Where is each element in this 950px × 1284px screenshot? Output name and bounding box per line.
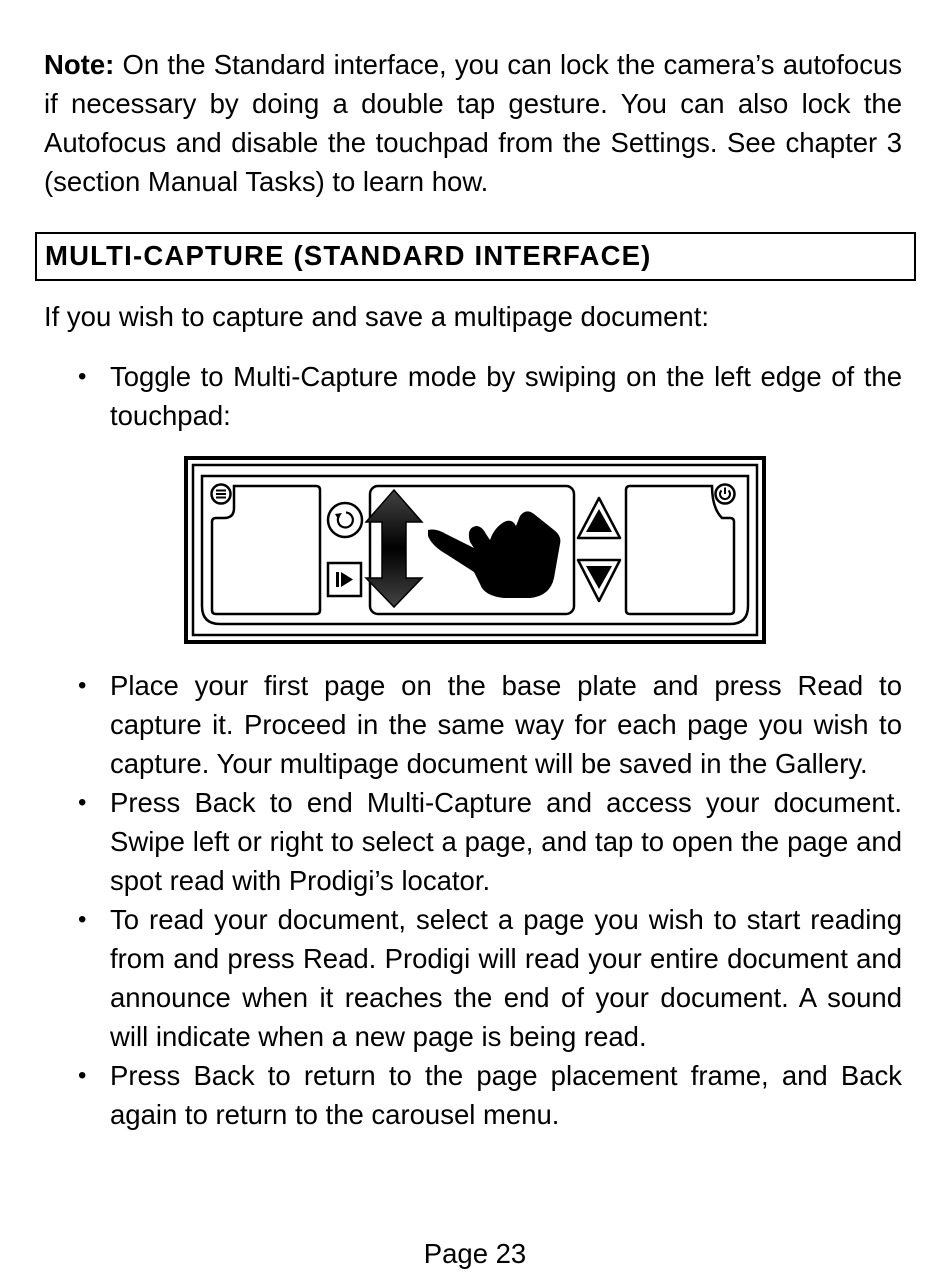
note-text: On the Standard interface, you can lock the camera’s autofocus if necessary by doing a double tap gesture. You can also lock the Autofocus and disable the touchpad from the Settings. See chapter 3 (section Manual Tasks) to learn how. <box>44 49 902 197</box>
bullet-list-bottom <box>0 666 950 1134</box>
bullet-text: To read your document, select a page you wish to start reading from and press Read. Prodigi will read your entire document and announce when it reaches the end of your document. A sound will indicate when a new page is being read. <box>110 904 902 1052</box>
list-item <box>0 783 950 900</box>
list-item <box>0 900 950 1056</box>
list-item <box>0 1056 950 1134</box>
bullet-text: Place your first page on the base plate and press Read to capture it. Proceed in the same way for each page you wish to capture. Your multipage document will be saved in the Gallery. <box>110 670 902 779</box>
page-number: Page 23 <box>423 1238 527 1269</box>
note-paragraph <box>44 45 902 201</box>
intro-paragraph: If you wish to capture and save a multipage document: <box>44 301 709 332</box>
bullet-dot: • <box>78 363 87 390</box>
menu-icon <box>212 485 231 504</box>
play-next-icon <box>328 563 361 596</box>
touchpad-figure <box>184 456 766 644</box>
bullet-dot: • <box>78 789 87 816</box>
rotate-icon <box>328 503 362 537</box>
list-item <box>0 666 950 783</box>
section-heading-box <box>35 232 916 281</box>
bullet-list-top <box>0 357 950 435</box>
power-icon <box>716 485 735 504</box>
list-item <box>0 357 950 435</box>
bullet-dot: • <box>78 672 87 699</box>
bullet-dot: • <box>78 1062 87 1089</box>
bullet-text: Press Back to return to the page placement frame, and Back again to return to the carousel menu. <box>110 1060 902 1130</box>
bullet-text: Press Back to end Multi-Capture and access your document. Swipe left or right to select a page, and tap to open the page and spot read with Prodigi’s locator. <box>110 787 902 896</box>
bullet-text: Toggle to Multi-Capture mode by swiping on the left edge of the touchpad: <box>110 361 902 431</box>
note-label: Note: <box>44 49 115 80</box>
bullet-dot: • <box>78 906 87 933</box>
section-heading: MULTI-CAPTURE (STANDARD INTERFACE) <box>45 240 652 271</box>
